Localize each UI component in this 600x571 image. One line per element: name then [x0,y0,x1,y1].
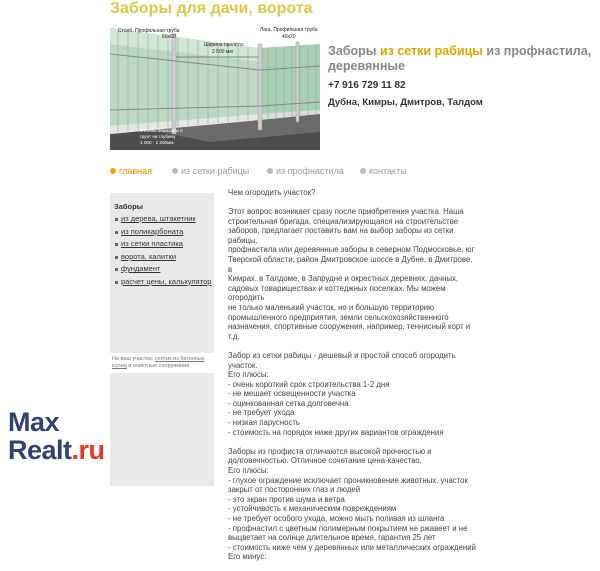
watermark-domain: .ru [71,435,105,465]
text-line: - устойчивость к механическим повреждениям [228,504,397,514]
phone-number: +7 916 729 11 82 [328,80,406,91]
bullet-icon [172,168,178,174]
sidebar-item-price-calculator[interactable]: расчет цены, калькулятор [114,278,214,287]
nav-label: из сетки рабицы [181,166,250,176]
nav-item-mesh[interactable] [172,166,249,176]
nav-item-contacts[interactable] [360,166,407,176]
sidebar-item-wood[interactable]: из дерева, штакетник [114,215,214,224]
tagline [328,44,598,74]
sidebar-note [110,353,214,373]
tagline-part1: Заборы [328,44,380,58]
text-line: Забор из сетки рабицы - дешевый и простой способ огородить [228,350,456,360]
maxrealt-watermark [8,408,105,464]
sidebar-item-gates[interactable]: ворота, калитки [114,253,214,262]
sidebar-item-plastic-mesh[interactable]: из сетки пластика [114,240,214,249]
text-line: не только маленький участок, но и большую территорию [228,303,435,313]
label-depth-2: грунт на глубину [140,134,176,139]
content-intro [228,207,476,341]
text-line: Этот вопрос возникает сразу после приобретения участка. Наша [228,207,464,217]
text-line: Заборы из профиста отличаются высокой прочностью и [228,446,432,456]
text-line: Его плюсы: [228,370,269,380]
site-title: Заборы для дачи, ворота [110,0,313,17]
service-cities: Дубна, Кимры, Дмитров, Талдом [328,97,483,108]
label-rail-1: Лага. Профильная труба [260,27,318,33]
nav-label: из профнастила [276,166,344,176]
text-line: - оцинкованная сетка долговечна [228,398,349,408]
text-line: Его минус: [228,552,267,562]
text-line: садовых товариществах и коттеджных поселках. Мы можем огородить [228,283,446,303]
text-line: долговечностью. Отличное сочетание цена-качество. [228,456,422,466]
bullet-icon [110,168,116,174]
label-span-2: 2 500 мм [212,49,233,55]
text-line: - это экран против шума и ветра [228,494,345,504]
text-line: профнастила или деревянные заборы в северном Подмосковье, юг [228,245,475,255]
sidebar-heading: Заборы [114,202,144,211]
tagline-highlight: из сетки рабицы [379,44,483,58]
nav-label: главная [119,166,152,176]
nav-item-home[interactable] [110,166,152,176]
text-line: - глухое ограждение исключает проникновение животных, участок [228,475,468,485]
text-line: Его плюсы: [228,465,269,475]
text-line: строительная бригада, специализирующаяся на строительстве [228,216,459,226]
label-post-2: 60х60 [162,34,176,40]
label-depth-3: 1 000 - 1 200мм. [140,140,175,145]
bullet-icon [267,168,273,174]
text-line: промышленного предприятия, земли сельскохозяйственного [228,312,449,322]
text-line: назначения, спортивные сооружения, например, теннисный корт и т.д. [228,322,471,341]
sidebar [110,193,214,486]
text-line: - не требует особого ухода, можно мыть поливая из шланга [228,513,445,523]
watermark-line2 [8,436,105,464]
text-line: - не требует ухода [228,408,295,418]
watermark-text: Max [8,407,60,437]
text-line: Кимрах, в Талдоме, в Запрудне и окрестных деревнях, дачных, [228,274,459,284]
sidebar-menu [110,193,214,286]
nav-label: контакты [369,166,407,176]
nav-item-profile[interactable] [267,166,344,176]
bullet-icon [360,168,366,174]
content-profile [228,447,476,562]
note-prefix: На ваш участок: [112,356,155,362]
label-span-1: Ширина пролёта: [204,42,245,48]
septic-link[interactable]: септик из бетонных колец [112,356,205,369]
main-content [228,188,476,571]
text-line: - профнастил с цветным полимерным покрытием не ржавеет и не [228,523,468,533]
watermark-line1 [8,408,105,436]
content-mesh [228,351,476,437]
text-line: Тверской области, район Дмитровское шоссе в Дубне, в Дмитрове, в [228,255,473,274]
label-depth-1: Столбы обмазаны в [140,128,183,133]
text-line: - очень короткий срок строительства 1-2 дня [228,379,390,389]
text-line: участок. [228,360,258,370]
text-line: выцветает на солнце длительное время, гарантия 25 лет [228,533,436,543]
text-line: - низкая парусность [228,418,300,428]
label-rail-2: 40х20 [282,34,296,40]
fence-diagram-image [110,22,320,150]
content-question: Чем огородить участок? [228,188,316,197]
sidebar-item-foundation[interactable]: фундамент [114,265,214,274]
text-line: закрыт от посторонних глаз и людей [228,485,361,495]
text-line: - стоимость на порядок ниже других вариантов ограждения [228,427,444,437]
tagline-part2: из профнастила, деревянные [328,44,592,73]
text-line: заборов, предлагает поставить вам на выбор заборы из сетки рабицы, [228,226,454,245]
text-line: - не мешает освещенности участка [228,389,356,399]
watermark-text: Realt [8,435,72,465]
note-suffix: и очистные сооружения. [126,363,191,369]
sidebar-item-polycarbonate[interactable]: из поликарбоната [114,228,214,237]
label-post-1: Столб. Профильная труба [118,28,180,34]
text-line: - стоимость ниже чем у деревянных или металлических ограждений [228,542,476,552]
